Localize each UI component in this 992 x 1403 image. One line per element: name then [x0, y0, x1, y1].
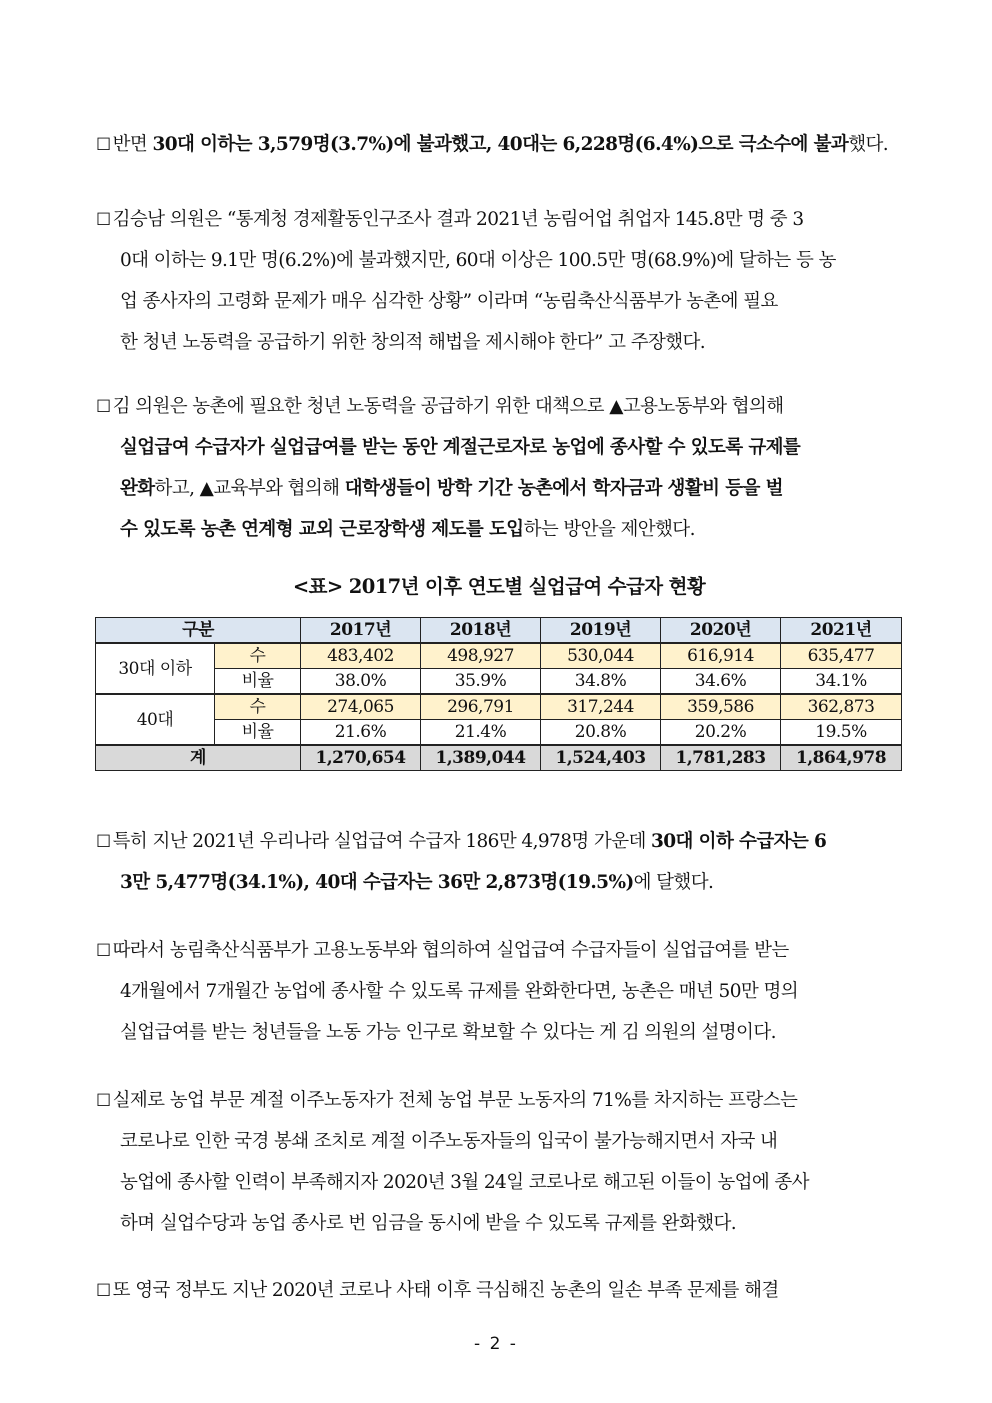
paragraph-4: ☐ 특히 지난 2021년 우리나라 실업급여 수급자 186만 4,978명 가운데 30대 이하 수급자는 6 3만 5,477명(34.1%), 40대 수급자는 36만 2,873명(19.5%)에 달했다.	[96, 831, 827, 893]
group-label: 40대	[96, 694, 215, 745]
table-cell: 498,927	[421, 643, 541, 669]
table-cell: 1,524,403	[541, 745, 661, 771]
row-label: 수	[215, 694, 301, 720]
table-cell: 635,477	[781, 643, 902, 669]
table-cell: 20.2%	[661, 720, 781, 746]
row-label: 수	[215, 643, 301, 669]
table-cell: 35.9%	[421, 669, 541, 695]
table-cell: 38.0%	[301, 669, 421, 695]
table-cell: 1,781,283	[661, 745, 781, 771]
table-row	[96, 669, 902, 695]
page-number: - 2 -	[474, 1334, 518, 1354]
table-cell: 34.1%	[781, 669, 902, 695]
table-cell: 34.6%	[661, 669, 781, 695]
table-row	[96, 694, 902, 720]
header-cell: 2021년	[781, 618, 902, 644]
unemployment-benefit-table	[95, 617, 902, 771]
header-cell: 2020년	[661, 618, 781, 644]
table-cell: 362,873	[781, 694, 902, 720]
checkbox-square-icon: ☐	[96, 1281, 111, 1301]
header-cell: 2019년	[541, 618, 661, 644]
table-cell: 530,044	[541, 643, 661, 669]
paragraph-6: ☐ 실제로 농업 부문 계절 이주노동자가 전체 농업 부문 노동자의 71%를 차지하는 프랑스는 코로나로 인한 국경 봉쇄 조치로 계절 이주노동자들의 입국이 불가능해지면서 자국 내 농업에 종사할 인력이 부족해지자 2020년 3월 24일 코로나로 해고된 이들이 농업에 종사 하며 실업수당과 농업 종사로 번 임금을 동시에 받을 수 있도록 규제를 완화했다.	[96, 1090, 809, 1234]
paragraph-5: ☐ 따라서 농림축산식품부가 고용노동부와 협의하여 실업급여 수급자들이 실업급여를 받는 4개월에서 7개월간 농업에 종사할 수 있도록 규제를 완화한다면, 농촌은 매년 50만 명의 실업급여를 받는 청년들을 노동 가능 인구로 확보할 수 있다는 게 김 의원의 설명이다.	[96, 940, 798, 1043]
table-cell: 19.5%	[781, 720, 902, 746]
total-label: 계	[96, 745, 301, 771]
paragraph-1: ☐ 반면 30대 이하는 3,579명(3.7%)에 불과했고, 40대는 6,228명(6.4%)으로 극소수에 불과했다.	[96, 134, 889, 155]
paragraph-3: ☐ 김 의원은 농촌에 필요한 청년 노동력을 공급하기 위한 대책으로 ▲고용노동부와 협의해 실업급여 수급자가 실업급여를 받는 동안 계절근로자로 농업에 종사할 수 있도록 규제를 완화하고, ▲교육부와 협의해 대학생들이 방학 기간 농촌에서 학자금과 생활비 등을 벌 수 있도록 농촌 연계형 교외 근로장학생 제도를 도입하는 방안을 제안했다.	[96, 396, 801, 540]
header-cell: 2018년	[421, 618, 541, 644]
paragraph-2: ☐ 김승남 의원은 “통계청 경제활동인구조사 결과 2021년 농림어업 취업자 145.8만 명 중 3 0대 이하는 9.1만 명(6.2%)에 불과했지만, 60대 이상은 100.5만 명(68.9%)에 달하는 등 농 업 종사자의 고령화 문제가 매우 심각한 상황” 이라며 “농림축산식품부가 농촌에 필요 한 청년 노동력을 공급하기 위한 창의적 해법을 제시해야 한다” 고 주장했다.	[96, 209, 836, 353]
table-cell: 616,914	[661, 643, 781, 669]
table-caption: <표> 2017년 이후 연도별 실업급여 수급자 현황	[292, 575, 706, 598]
table-total-row	[96, 745, 902, 771]
checkbox-square-icon: ☐	[96, 1091, 111, 1111]
table-cell: 274,065	[301, 694, 421, 720]
table-header-row	[96, 618, 902, 644]
paragraph-7: ☐ 또 영국 정부도 지난 2020년 코로나 사태 이후 극심해진 농촌의 일손 부족 문제를 해결	[96, 1280, 779, 1301]
table-cell: 34.8%	[541, 669, 661, 695]
table-row	[96, 643, 902, 669]
table-cell: 21.6%	[301, 720, 421, 746]
table-cell: 1,270,654	[301, 745, 421, 771]
row-label: 비율	[215, 669, 301, 695]
table-cell: 20.8%	[541, 720, 661, 746]
table-cell: 1,389,044	[421, 745, 541, 771]
table-row	[96, 720, 902, 746]
table-cell: 1,864,978	[781, 745, 902, 771]
checkbox-square-icon: ☐	[96, 210, 111, 230]
header-cell: 2017년	[301, 618, 421, 644]
header-cell: 구분	[96, 618, 301, 644]
checkbox-square-icon: ☐	[96, 832, 111, 852]
row-label: 비율	[215, 720, 301, 746]
checkbox-square-icon: ☐	[96, 397, 111, 417]
group-label: 30대 이하	[96, 643, 215, 694]
table-cell: 359,586	[661, 694, 781, 720]
table-cell: 483,402	[301, 643, 421, 669]
table-cell: 296,791	[421, 694, 541, 720]
checkbox-square-icon: ☐	[96, 135, 111, 155]
table-cell: 21.4%	[421, 720, 541, 746]
checkbox-square-icon: ☐	[96, 941, 111, 961]
table-cell: 317,244	[541, 694, 661, 720]
